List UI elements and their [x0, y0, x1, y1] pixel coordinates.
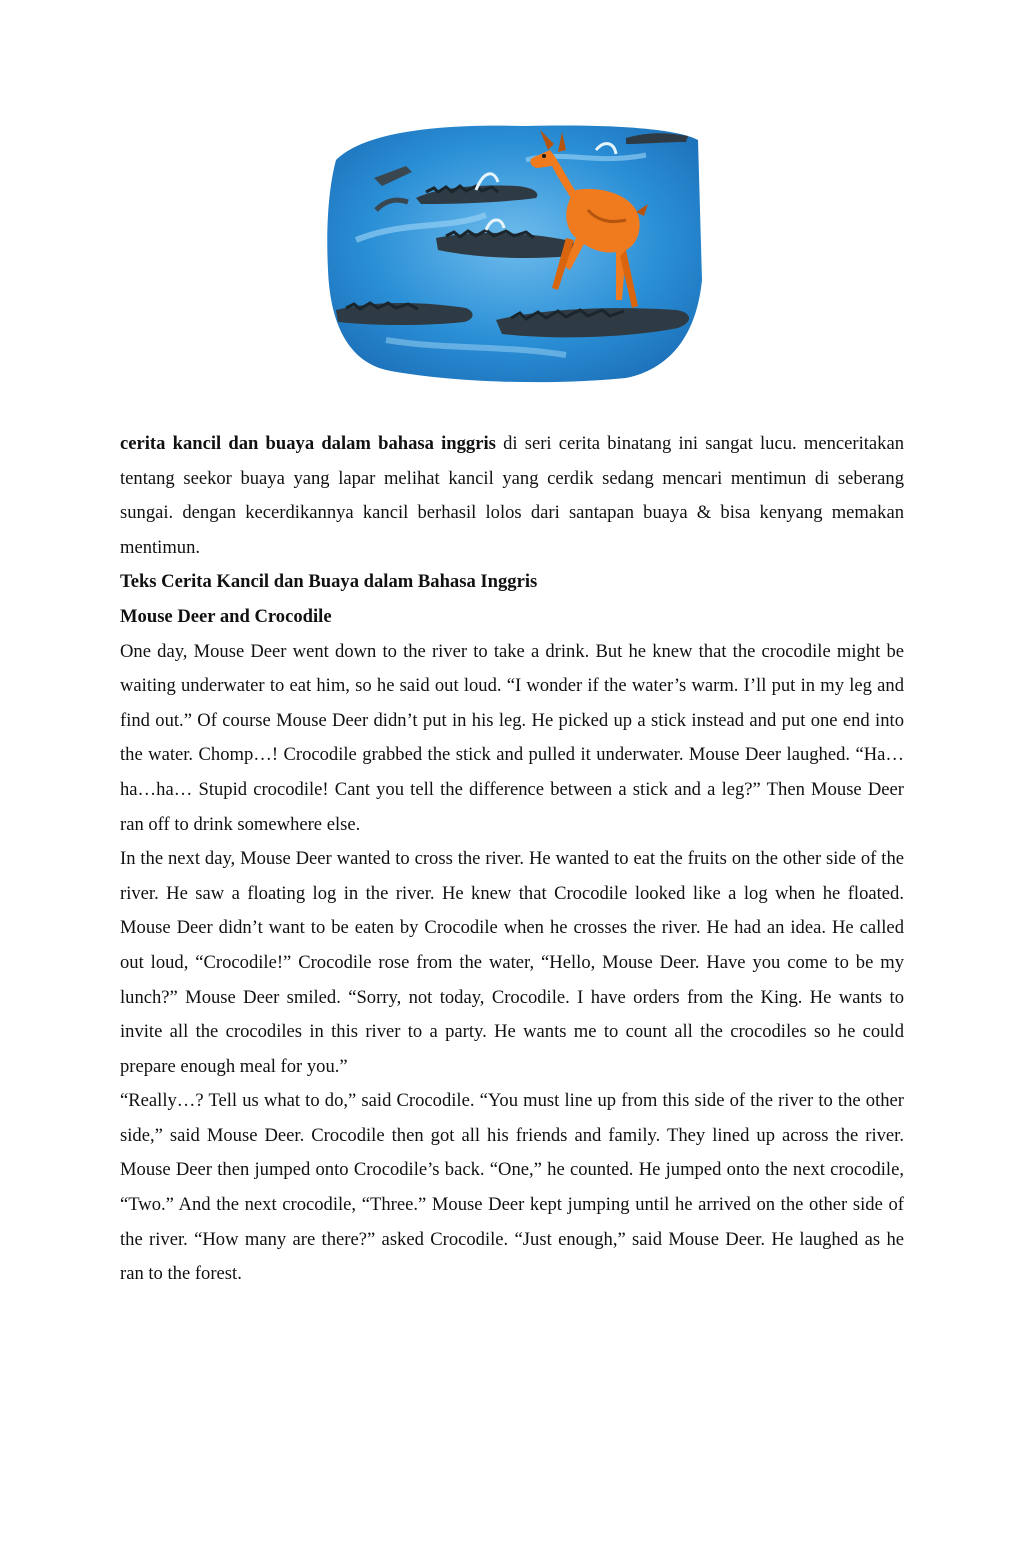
intro-paragraph [120, 427, 904, 565]
story-paragraph-2: In the next day, Mouse Deer wanted to cross the river. He wanted to eat the fruits on the other side of the river. He saw a floating log in the river. He knew that Crocodile looked like a log when he floated. Mouse Deer didn’t want to be eaten by Crocodile when he crosses the river. He had an idea. He called out loud, “Crocodile!” Crocodile rose from the water, “Hello, Mouse Deer. Have you come to be my lunch?” Mouse Deer smiled. “Sorry, not today, Crocodile. I have orders from the King. He wants to invite all the crocodiles in this river to a party. He wants me to count all the crocodiles so he could prepare enough meal for you.” [120, 848, 904, 1077]
story-illustration [326, 120, 702, 386]
section-title: Teks Cerita Kancil dan Buaya dalam Bahasa Inggris [120, 571, 538, 593]
story-title: Mouse Deer and Crocodile [120, 605, 332, 627]
story-paragraph-3: “Really…? Tell us what to do,” said Crocodile. “You must line up from this side of the river to the other side,” said Mouse Deer. Crocodile then got all his friends and family. They lined up across the river. Mouse Deer then jumped onto Crocodile’s back. “One,” he counted. He jumped onto the next crocodile, “Two.” And the next crocodile, “Three.” Mouse Deer kept jumping until he arrived on the other side of the river. “How many are there?” asked Crocodile. “Just enough,” said Mouse Deer. He laughed as he ran to the forest. [120, 1090, 904, 1285]
article-body [120, 427, 904, 1292]
intro-bold-lead: cerita kancil dan buaya dalam bahasa inggris [120, 433, 496, 454]
story-paragraph-1: One day, Mouse Deer went down to the river to take a drink. But he knew that the crocodile might be waiting underwater to eat him, so he said out loud. “I wonder if the water’s warm. I’ll put in my leg and find out.” Of course Mouse Deer didn’t put in his leg. He picked up a stick instead and put one end into the water. Chomp…! Crocodile grabbed the stick and pulled it underwater. Mouse Deer laughed. “Ha… ha…ha… Stupid crocodile! Cant you tell the difference between a stick and a leg?” Then Mouse Deer ran off to drink somewhere else. [120, 640, 904, 835]
mouse-deer-crossing-crocodiles-icon [326, 120, 702, 386]
intro-text: di seri cerita binatang ini sangat lucu. menceritakan tentang seekor buaya yang lapar melihat kancil yang cerdik sedang mencari mentimun di seberang sungai. dengan kecerdikannya kancil berhasil lolos dari santapan buaya & bisa kenyang memakan mentimun. [120, 433, 904, 558]
